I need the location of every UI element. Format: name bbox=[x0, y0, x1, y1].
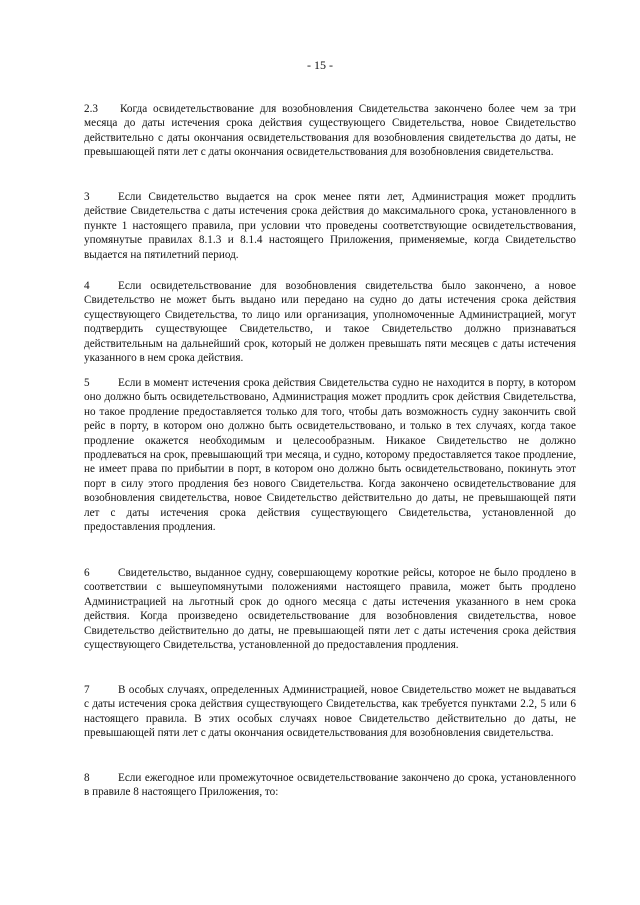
paragraph-text: Если освидетельствование для возобновления свидетельства было закончено, а новое Свидетельство не может быть выдано или передано на судно до даты истечения срока действия существующего Свидетельства, то лицо или организация, уполномоченные Администрацией, могут подтвердить существующее Свидетельство, и такое Свидетельство должно признаваться действительным на дальнейший срок, который не должен превышать пяти месяцев с даты истечения указанного в нем срока действия. bbox=[84, 280, 576, 365]
paragraph-7 bbox=[84, 683, 576, 741]
paragraph-number: 5 bbox=[84, 377, 90, 389]
paragraph-text: Когда освидетельствование для возобновления Свидетельства закончено более чем за три месяца до даты истечения срока действия существующего Свидетельства, новое Свидетельство действительно с даты окончания освидетельствования для возобновления свидетельства до даты, не превышающей пяти лет с даты окончания освидетельствования для возобновления свидетельства. bbox=[84, 103, 576, 159]
paragraph-number: 6 bbox=[84, 567, 90, 579]
paragraph-2-3 bbox=[84, 102, 576, 160]
paragraph-number: 4 bbox=[84, 280, 90, 292]
paragraph-4 bbox=[84, 279, 576, 365]
paragraph-text: Если ежегодное или промежуточное освидетельствование закончено до срока, установленного в правиле 8 настоящего Приложения, то: bbox=[84, 772, 576, 799]
paragraph-6 bbox=[84, 566, 576, 652]
paragraph-number: 2.3 bbox=[84, 103, 98, 115]
paragraph-number: 8 bbox=[84, 772, 90, 784]
paragraph-5 bbox=[84, 376, 576, 534]
paragraph-3 bbox=[84, 190, 576, 262]
paragraph-number: 7 bbox=[84, 684, 90, 696]
paragraph-text: Если Свидетельство выдается на срок менее пяти лет, Администрация может продлить действие Свидетельства с даты истечения срока действия до максимального срока, установленного в пункте 1 настоящего правила, при условии что проведены соответствующие освидетельствования, упомянутые правилах 8.1.3 и 8.1.4 настоящего Приложения, применяемые, когда Свидетельство выдается на пятилетний период. bbox=[84, 191, 576, 261]
paragraph-number: 3 bbox=[84, 191, 90, 203]
paragraph-text: Свидетельство, выданное судну, совершающему короткие рейсы, которое не было продлено в соответствии с вышеупомянутыми положениями настоящего правила, может быть продлено Администрацией на льготный срок до одного месяца с даты истечения указанного в нем срока действия. Когда произведено освидетельствование для возобновления свидетельства, новое Свидетельство действительно до даты, не превышающей пяти лет с даты истечения срока действия существующего Свидетельства, установленной до предоставления продления. bbox=[84, 567, 576, 652]
paragraph-text: В особых случаях, определенных Администрацией, новое Свидетельство может не выдаваться с даты истечения срока действия существующего Свидетельства, как требуется пунктами 2.2, 5 или 6 настоящего правила. В этих особых случаях новое Свидетельство действительно до даты, не превышающей пяти лет с даты окончания освидетельствования для возобновления свидетельства. bbox=[84, 684, 576, 740]
page-number: - 15 - bbox=[307, 58, 333, 72]
paragraph-text: Если в момент истечения срока действия Свидетельства судно не находится в порту, в котором оно должно быть освидетельствовано, Администрация может продлить срок действия Свидетельства, но такое продление предоставляется только для того, чтобы дать возможность судну закончить свой рейс в порту, в котором оно должно быть освидетельствовано, и только в тех случаях, когда такое продление окажется необходимым и целесообразным. Никакое Свидетельство не должно продлеваться на срок, превышающий три месяца, и судно, которому предоставляется такое продление, не имеет права по прибытии в порт, в котором оно должно быть освидетельствовано, покинуть этот порт в силу этого продления без нового Свидетельства. Когда закончено освидетельствование для возобновления свидетельства, новое Свидетельство действительно до даты, не превышающей пяти лет с даты истечения срока действия существующего Свидетельства, установленной до предоставления продления. bbox=[84, 377, 576, 534]
paragraph-8 bbox=[84, 771, 576, 800]
